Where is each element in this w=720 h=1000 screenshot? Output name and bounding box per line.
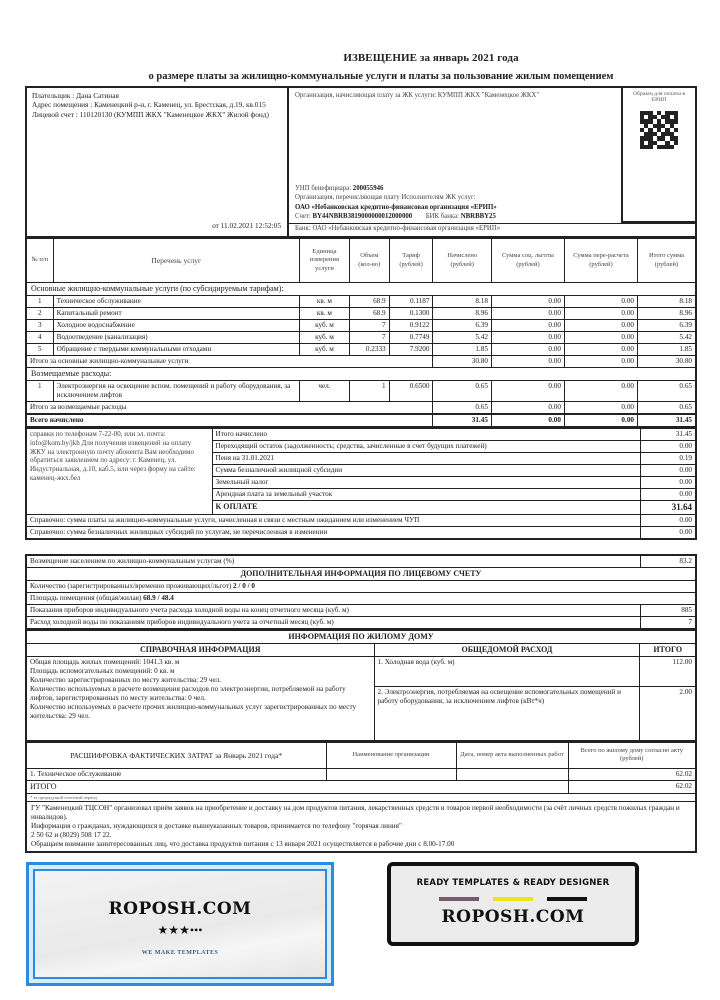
section-title: Основные жилищно-коммунальные услуги (по субсидируемым тарифам): [26, 283, 696, 296]
payer-info [27, 88, 289, 236]
payer-account: Лицевой счет : 110120130 (КУМПП ЖКХ "Каменецкое ЖКХ" Жилой фонд) [32, 109, 269, 119]
col-header: Сумма соц. льготы (рублей) [491, 239, 564, 283]
watermark-logo-left [26, 862, 334, 986]
header-block [25, 86, 697, 238]
bank-account: BY44NBRB3819000000012000000 [312, 212, 413, 220]
to-pay-row: К ОПЛАТЕ 31.64 [26, 501, 696, 515]
summary-table: справки по телефонам 7-22-00, или эл. почта: info@kom.by/jkh Для получения извещений на оплату ЖКУ на электронную почту абонента Вам необходимо обратиться заявлением по адресу: г. Каменец, ул. Индустриальная, д.10, каб.5, или через форму на сайте: каменец-жкх.бел Итого начислено 31.45 Переходящий остаток (задолженность; средства, зачисленные в счет будущих платежей) 0.00 Пеня на 31.01.2021 0.19 Сумма безналичной жилищной субсидии 0.00 Земельный налог 0.00 Арендная плата за земельный участок 0.00 К ОПЛАТЕ 31.64 Справочно: сумма платы за жилищно-коммунальные услуги, начисленная в связи с местным ожиданием или изменением ЧУП 0.00 Справочно: сумма безналичных жилищных субсидий по услугам, не перечисленная в изменении 0.00 [25, 428, 697, 540]
tagline: WE MAKE TEMPLATES [141, 950, 219, 956]
table-row: 1 Техническое обслуживание кв. м 68.9 0.1187 8.18 0.00 0.00 8.18 [26, 296, 696, 308]
table-row: 3 Холодное водоснабжение куб. м 7 0.9122 6.39 0.00 0.00 6.39 [26, 320, 696, 332]
subtotal-row: Итого за возмещаемые расходы 0.65 0.00 0.00 0.65 [26, 402, 696, 415]
section-title: Возмещаемые расходы: [26, 368, 696, 381]
stars-icon: ★★★••• [157, 923, 203, 937]
bic-value: NBRBBY25 [460, 212, 496, 220]
col-header: Итого сумма (рублей) [638, 239, 697, 283]
reference-info: Общая площадь жилых помещений: 1041.3 кв. м Площадь вспомогательных помещений: 0 кв. м Количество зарегистрированных по месту жительства: 29 чел. Количество используемых в расчете возмещения расходов по электроэнергии, потребляемой на работу лифтов, зарегистрированных по месту жительства: 0 чел. Количество используемых в расчете прочих жилищно-коммунальных услуг зарегистрированных по месту жительства: 29 чел. [26, 657, 374, 741]
col-header: Начислено (рублей) [433, 239, 491, 283]
services-table [25, 238, 697, 428]
account-label: Счет: [295, 212, 311, 220]
contact-info: справки по телефонам 7-22-00, или эл. почта: info@kom.by/jkh Для получения извещений на оплату ЖКУ на электронную почту абонента Вам необходимо обратиться заявлением по адресу: г. Каменец, ул. Индустриальная, д.10, каб.5, или через форму на сайте: каменец-жкх.бел [26, 429, 212, 515]
unp-value: 200055946 [352, 185, 384, 193]
subtotal-row: Итого за основные жилищно-коммунальные услуги 30.80 0.00 0.00 30.80 [26, 356, 696, 368]
table-row: 5 Обращение с твердыми коммунальными отходами куб. м 0.2333 7.9200 1.85 0.00 0.00 1.85 [26, 344, 696, 356]
costs-table: РАСШИФРОВКА ФАКТИЧЕСКИХ ЗАТРАТ за Январь 2021 года* Наименование организации Дата, номер акта выполненных работ Всего по жилому дому согласно акту (рублей) 1. Техническое обслуживание 62.02 ИТОГО 62.02 * за предыдущий отчетный период ГУ "Каменецкий ТЦСОН" организовал приём заявок на приобретение и доставку на дом продуктов питания, лекарственных средств и товаров первой необходимости (за счёт личных средств пожилых граждан и инвалидов). Информация о гражданах, нуждающихся в доставке вышеуказанных товаров, принимается по телефону "горячая линия" 2 50 62 и (8029) 508 17 22. Обращаем внимание заинтересованных лиц, что доставка продуктов питания с 13 января 2021 осуществляется в рабочие дни с 8.00-17.00 [25, 742, 697, 854]
transfer-org: ОАО «Небанковская кредитно-финансовая организация «ЕРИП» [295, 203, 497, 211]
grand-total-row: Всего начислено 31.45 0.00 0.00 31.45 [26, 414, 696, 427]
bank-name: Банк: ОАО «Небанковская кредитно-финансовая организация «ЕРИП» [289, 223, 695, 236]
color-bars [391, 897, 635, 901]
payer-address: Адрес помещения : Каменецкий р-н, г. Каменец, ул. Брестская, д.19, кв.015 [32, 100, 266, 110]
table-row: 1. Техническое обслуживание 62.02 [26, 768, 696, 780]
bic-label: БИК банка: [425, 212, 460, 220]
tagline: READY TEMPLATES & READY DESIGNER [416, 878, 610, 888]
table-row: 2 Капитальный ремонт кв. м 68.9 0.1300 8.96 0.00 0.00 8.96 [26, 308, 696, 320]
table-header-row [26, 239, 696, 283]
watermark-logo-right [387, 862, 639, 946]
additional-info-table: Возмещение населением по жилищно-коммунальным услугам (%) 83.2 ДОПОЛНИТЕЛЬНАЯ ИНФОРМАЦИЯ ПО ЛИЦЕВОМУ СЧЕТУ Количество (зарегистрированных/временно проживающих/льгот) 2 / 0 / 0 Площадь помещения (общая/жилая) 68.9 / 48.4 Показания приборов индивидуального учета расхода холодной воды на конец отчетного месяца (куб. м) 885 Расход холодной воды по показаниям приборов индивидуального учета за отчетный месяц (куб. м) 7 [25, 554, 697, 630]
payment-notice [25, 52, 697, 853]
house-info-table: ИНФОРМАЦИЯ ПО ЖИЛОМУ ДОМУ СПРАВОЧНАЯ ИНФОРМАЦИЯ ОБЩЕДОМОЙ РАСХОД ИТОГО Общая площадь жилых помещений: 1041.3 кв. м Площадь вспомогательных помещений: 0 кв. м Количество зарегистрированных по месту жительства: 29 чел. Количество используемых в расчете возмещения расходов по электроэнергии, потребляемой на работу лифтов, зарегистрированных по месту жительства: 0 чел. Количество используемых в расчете прочих жилищно-коммунальных услуг зарегистрированных по месту жительства: 29 чел. 1. Холодная вода (куб. м) 112.00 2. Электроэнергия, потребляемая на освещение вспомогательных помещений и работу оборудования, за исключением лифтов (кВт*ч) 2.00 [25, 630, 697, 742]
notes: ГУ "Каменецкий ТЦСОН" организовал приём заявок на приобретение и доставку на дом продуктов питания, лекарственных средств и товаров первой необходимости (за счёт личных средств пожилых граждан и инвалидов). Информация о гражданах, нуждающихся в доставке вышеуказанных товаров, принимается по телефону "горячая линия" 2 50 62 и (8029) 508 17 22. Обращаем внимание заинтересованных лиц, что доставка продуктов питания с 13 января 2021 осуществляется в рабочие дни с 8.00-17.00 [26, 802, 696, 853]
brand-text: ROPOSH.COM [441, 907, 585, 927]
payer-name: Плательщик : Дана Сатиная [32, 91, 119, 100]
accrual-org: Организация, начисляющая плату за ЖК услуги: КУМПП ЖКХ "Каменецкое ЖКХ" [295, 92, 540, 99]
col-header: № п/п [26, 239, 53, 283]
organization-info [289, 88, 695, 236]
notice-subtitle: о размере платы за жилищно-коммунальные услуги и платы за пользование жилым помещением [148, 71, 614, 82]
section-title: ИНФОРМАЦИЯ ПО ЖИЛОМУ ДОМУ [26, 631, 696, 644]
notice-title: ИЗВЕЩЕНИЕ за январь 2021 года [343, 52, 519, 64]
amount-due: 31.64 [640, 501, 696, 515]
col-header: Тариф (рублей) [389, 239, 433, 283]
section-title: ДОПОЛНИТЕЛЬНАЯ ИНФОРМАЦИЯ ПО ЛИЦЕВОМУ СЧЕТУ [26, 568, 696, 581]
unp-label: УНП бенефициара: [295, 185, 352, 193]
notice-date: от 11.02.2021 12:52:05 [212, 220, 281, 230]
col-header: Сумма пере-расчета (рублей) [564, 239, 637, 283]
qr-caption: Образец для оплаты в ЕРИП [632, 91, 686, 103]
qr-code-icon[interactable] [640, 111, 678, 149]
costs-total-row: ИТОГО 62.02 [26, 780, 696, 793]
col-header: Перечень услуг [53, 239, 299, 283]
table-row: 1 Электроэнергия на освещение вспом. помещений и работу оборудования, за исключением лифтов чел. 1 0.6500 0.65 0.00 0.00 0.65 [26, 381, 696, 402]
brand-text: ROPOSH.COM [108, 899, 252, 919]
table-row: 4 Водоотведение (канализация) куб. м 7 0.7749 5.42 0.00 0.00 5.42 [26, 332, 696, 344]
col-header: Единица измерения услуги [299, 239, 349, 283]
qr-block [621, 88, 695, 223]
transfer-label: Организация, перечисляющая плату Исполнителям ЖК услуг: [295, 194, 476, 202]
col-header: Объем (кол-во) [349, 239, 389, 283]
